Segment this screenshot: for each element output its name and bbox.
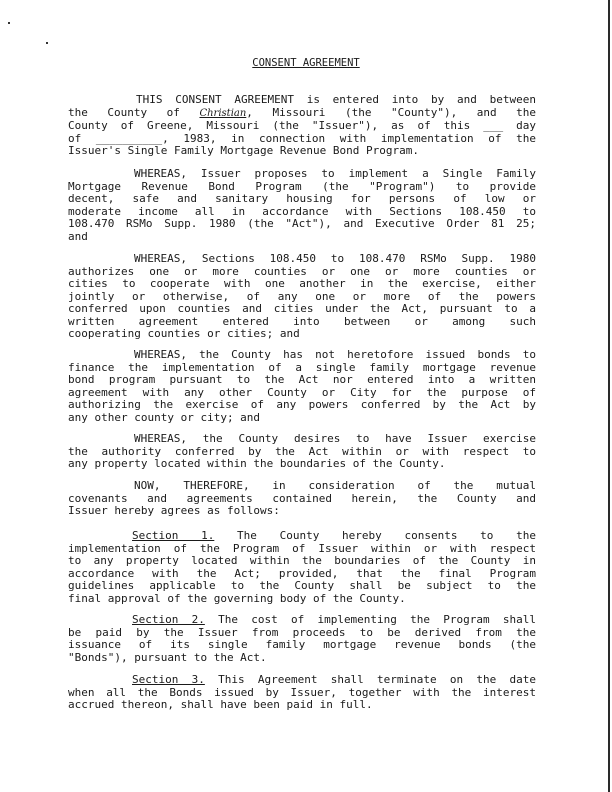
section-line: Section 1. The County hereby consents to the (132, 529, 536, 542)
section-line: Section 3. This Agreement shall terminate on the date (132, 673, 536, 686)
whereas-line: authorizing the exercise of any powers conferred by the Act by (68, 398, 536, 411)
intro-line: County of Greene, Missouri (the "Issuer"), as of this ___ day (68, 119, 536, 132)
section-line: when all the Bonds issued by Issuer, together with the interest (68, 685, 536, 699)
whereas-line: any property located within the boundaries of the County. (68, 457, 446, 470)
whereas-line: jointly or otherwise, of any one or more of the powers (68, 289, 536, 303)
whereas-line: any other county or city; and (68, 410, 261, 424)
whereas-line: decent, safe and sanitary housing for persons of low or (68, 192, 536, 205)
section-2-paragraph (68, 614, 536, 664)
whereas-paragraph-1 (68, 168, 536, 243)
county-name-fill: Christian (199, 107, 247, 119)
section-line: final approval of the governing body of the County. (68, 591, 406, 605)
whereas-line: authorizes one or more counties or one or more counties or (68, 264, 536, 278)
section-1-paragraph (68, 530, 536, 605)
section-line: guidelines applicable to the County shall be subject to the (68, 579, 536, 592)
whereas-paragraph-2 (68, 253, 536, 341)
scan-speck (46, 42, 48, 44)
intro-paragraph (68, 94, 536, 158)
whereas-line: and (68, 229, 88, 243)
section-line: implementation of the Program of Issuer within or with respect (68, 541, 536, 555)
whereas-line: 108.470 RSMo Supp. 1980 (the "Act"), and Executive Order 81 25; (68, 217, 536, 230)
whereas-line: cooperating counties or cities; and (68, 327, 300, 340)
whereas-line: WHEREAS, the County has not heretofore issued bonds to (134, 348, 536, 361)
therefore-line: Issuer hereby agrees as follows: (68, 504, 280, 517)
whereas-line: cities to cooperate with one another in the exercise, either (68, 277, 536, 290)
section-line: issuance of its single family mortgage revenue bonds (the (68, 638, 536, 651)
section-line: "Bonds"), pursuant to the Act. (68, 650, 267, 664)
whereas-line: conferred upon counties and cities under the Act, pursuant to a (68, 302, 536, 315)
intro-line: Issuer's Single Family Mortgage Revenue Bond Program. (68, 144, 419, 157)
whereas-line: Mortgage Revenue Bond Program (the "Program") to provide (68, 179, 536, 193)
therefore-paragraph (68, 480, 536, 518)
document-title: CONSENT AGREEMENT (252, 57, 360, 69)
whereas-line: written agreement entered into between or among such (68, 314, 536, 328)
intro-line: THIS CONSENT AGREEMENT is entered into by and between (136, 93, 536, 106)
section-line: to any property located within the boundaries of the County in (68, 554, 536, 567)
whereas-line: the authority conferred by the Act within or with respect to (68, 444, 536, 458)
whereas-line: finance the implementation of a single family mortgage revenue (68, 360, 536, 374)
scan-speck (8, 22, 10, 24)
intro-line: of __________, 1983, in connection with implementation of the (68, 131, 536, 145)
section-3-paragraph (68, 674, 536, 712)
whereas-line: moderate income all in accordance with Sections 108.450 to (68, 204, 536, 218)
section-2-heading: Section 2. (132, 613, 205, 626)
therefore-line: NOW, THEREFORE, in consideration of the mutual (134, 479, 536, 492)
section-1-heading: Section 1. (132, 529, 215, 542)
section-line: accordance with the Act; provided, that the final Program (68, 566, 536, 580)
section-line: be paid by the Issuer from proceeds to be derived from the (68, 625, 536, 639)
whereas-line: WHEREAS, Sections 108.450 to 108.470 RSMo Supp. 1980 (134, 252, 536, 265)
section-line: Section 2. The cost of implementing the Program shall (132, 613, 536, 626)
whereas-line: WHEREAS, Issuer proposes to implement a Single Family (134, 167, 536, 180)
whereas-paragraph-3 (68, 349, 536, 424)
section-3-heading: Section 3. (132, 673, 205, 686)
whereas-line: agreement with any other County or City for the purpose of (68, 385, 536, 399)
therefore-line: covenants and agreements contained herein, the County and (68, 491, 536, 505)
whereas-paragraph-4 (68, 433, 536, 471)
section-line: accrued thereon, shall have been paid in full. (68, 698, 373, 711)
intro-line: the County of Christian, Missouri (the "County"), and the (68, 105, 537, 119)
whereas-line: WHEREAS, the County desires to have Issuer exercise (134, 432, 536, 445)
scan-edge (608, 0, 610, 792)
whereas-line: bond program pursuant to the Act nor entered into a written (68, 373, 536, 386)
